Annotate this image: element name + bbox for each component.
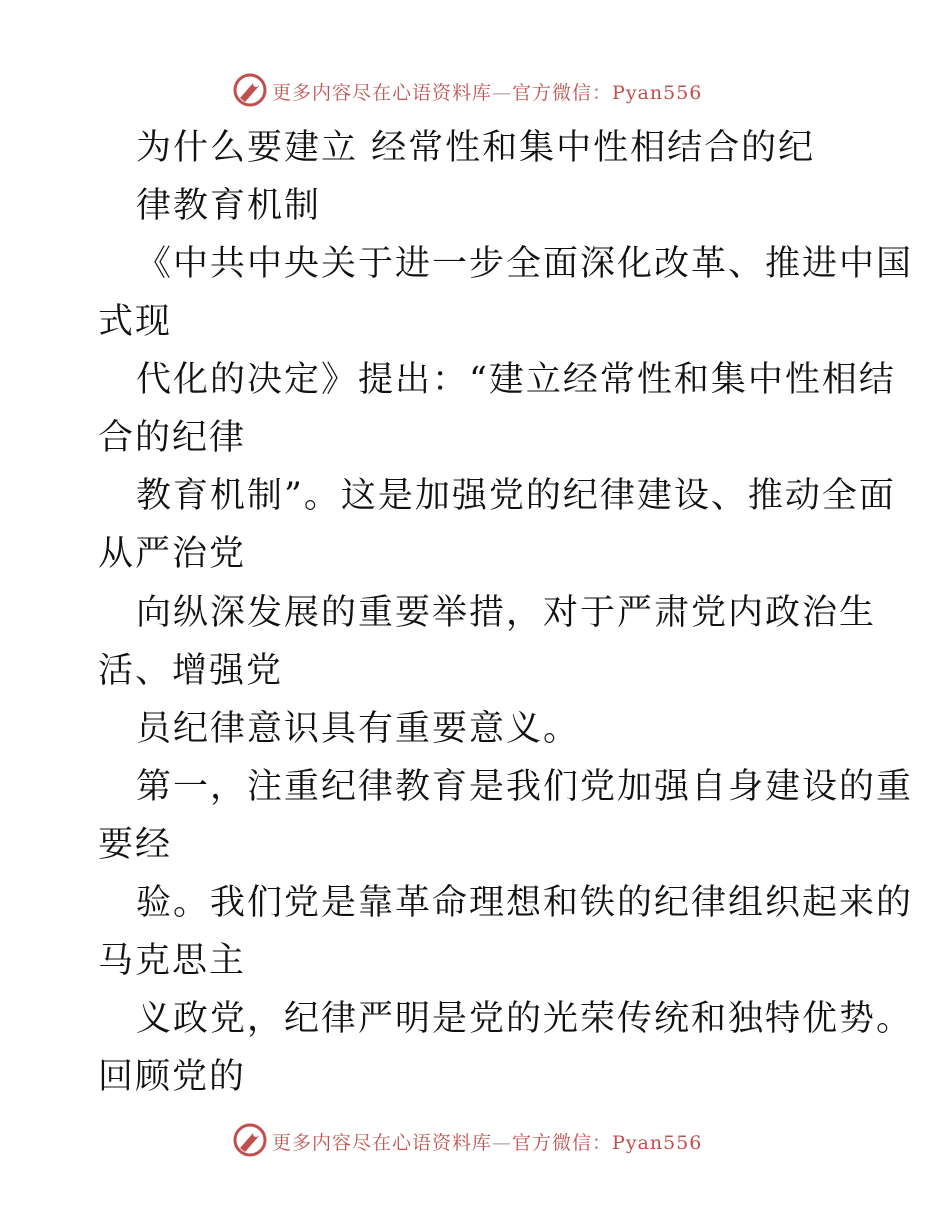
- banner-official: 官方微信：: [512, 82, 613, 104]
- text-line: 律教育机制: [136, 186, 322, 226]
- banner-separator: —: [492, 1132, 513, 1154]
- text-line: 从严治党: [98, 534, 247, 574]
- text-line: 合的纪律: [98, 418, 247, 458]
- text-line: 员纪律意识具有重要意义。: [136, 709, 581, 749]
- banner-wechat-id: Pyan556: [612, 82, 703, 104]
- pen-logo-icon: [232, 72, 268, 108]
- banner-main: 更多内容尽在心语资料库: [272, 1132, 493, 1154]
- text-line: 第一，注重纪律教育是我们党加强自身建设的重: [136, 767, 914, 807]
- header-banner: [0, 70, 950, 110]
- text-line: 为什么要建立 经常性和集中性相结合的纪: [136, 128, 816, 168]
- footer-banner: [0, 1120, 950, 1160]
- text-line: 验。我们党是靠革命理想和铁的纪律组织起来的: [136, 883, 914, 923]
- text-line: 马克思主: [98, 941, 247, 981]
- text-line: 式现: [98, 302, 173, 342]
- banner-separator: —: [492, 82, 513, 104]
- text-line: 教育机制”。这是加强党的纪律建设、推动全面: [136, 476, 896, 516]
- text-line: 代化的决定》提出：“建立经常性和集中性相结: [136, 360, 896, 400]
- banner-text: [272, 1128, 702, 1155]
- text-line: 《中共中央关于进一步全面深化改革、推进中国: [136, 244, 914, 284]
- text-line: 回顾党的: [98, 1057, 247, 1097]
- banner-text: [272, 78, 702, 105]
- text-line: 要经: [98, 825, 173, 865]
- banner-wechat-id: Pyan556: [612, 1132, 703, 1154]
- banner-official: 官方微信：: [512, 1132, 613, 1154]
- banner-main: 更多内容尽在心语资料库: [272, 82, 493, 104]
- text-line: 向纵深发展的重要举措，对于严肃党内政治生: [136, 593, 877, 633]
- text-line: 活、增强党: [98, 651, 284, 691]
- pen-logo-icon: [232, 1122, 268, 1158]
- text-line: 义政党，纪律严明是党的光荣传统和独特优势。: [136, 999, 914, 1039]
